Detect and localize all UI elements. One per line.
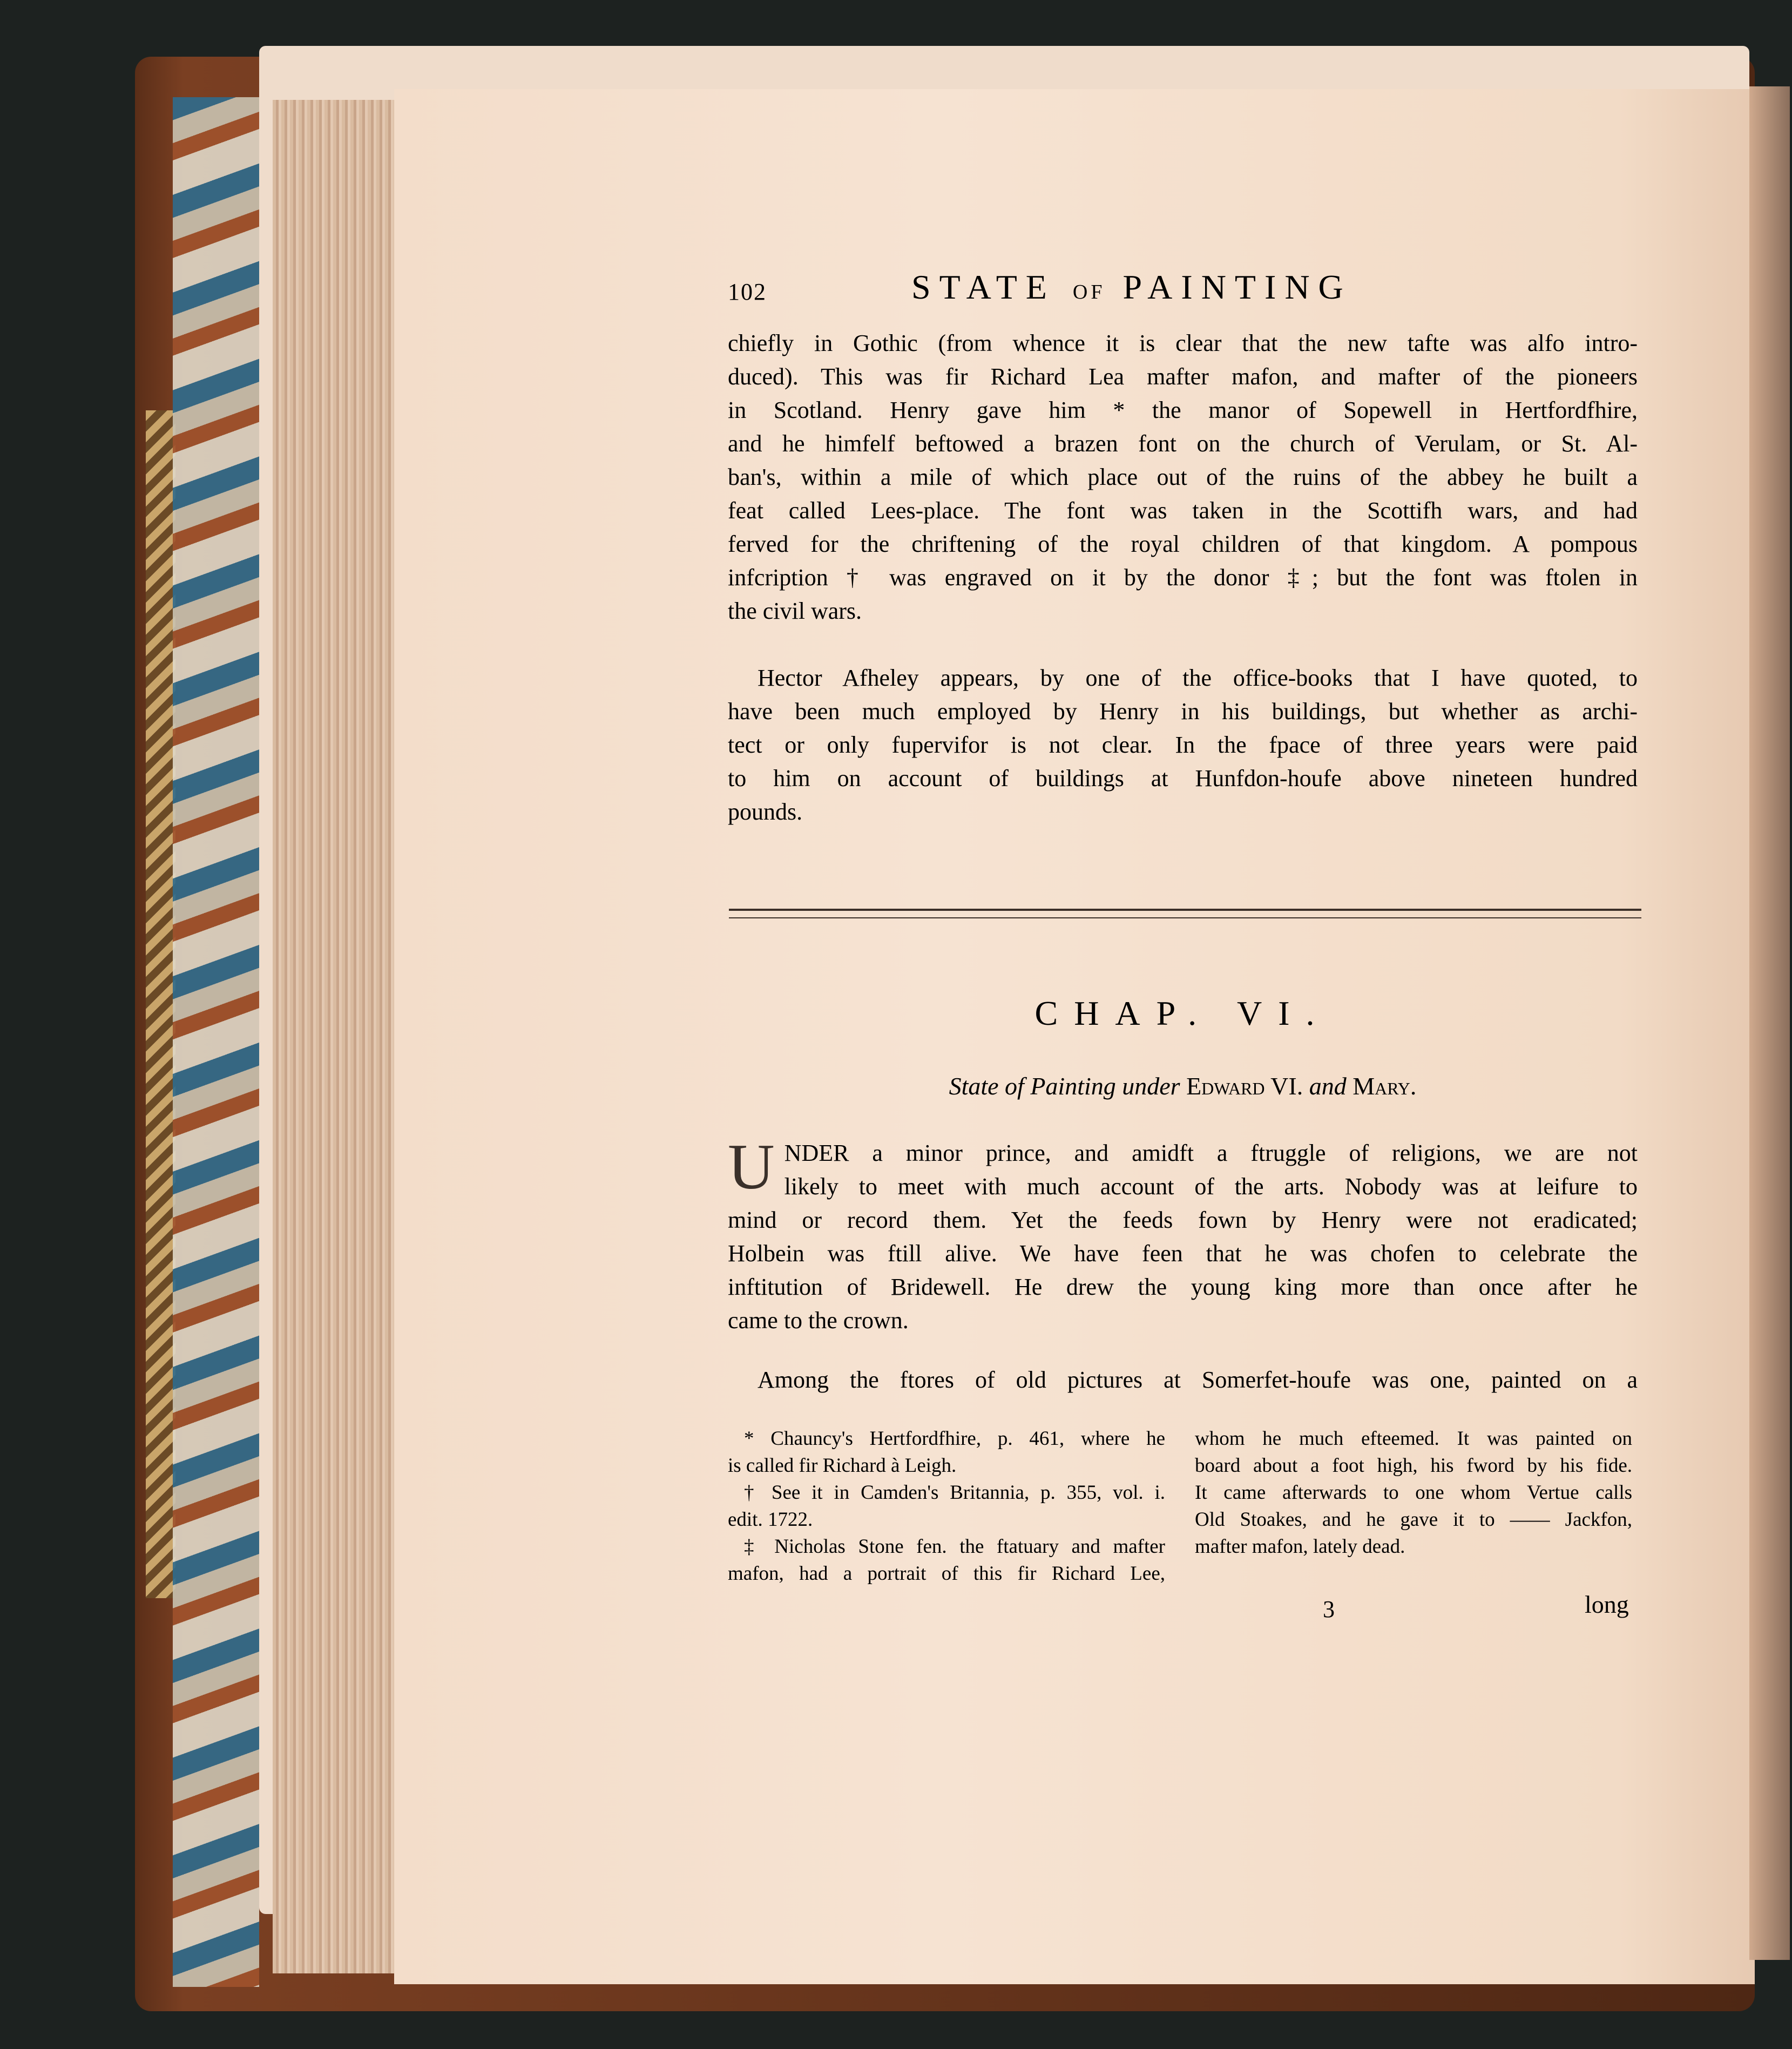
text-line: infcription † was engraved on it by the donor ‡; but the font was ftolen in (728, 564, 1638, 591)
chapter-subtitle: State of Painting under Edward VI. and Mary. (949, 1072, 1417, 1100)
section-rule (729, 909, 1641, 918)
footnotes-right-column (1195, 1425, 1632, 1560)
text-line: NDER a minor prince, and amidft a ftruggle of religions, we are not (784, 1140, 1638, 1166)
text-line: mind or record them. Yet the feeds fown by Henry were not eradicated; (728, 1207, 1638, 1233)
running-title: STATE OF PAINTING (911, 268, 1352, 306)
spine-ornament (146, 410, 175, 1598)
text-line: chiefly in Gothic (from whence it is clear that the new tafte was alfo intro- (728, 330, 1638, 356)
footnote-line: Old Stoakes, and he gave it to —— Jackfon, (1195, 1509, 1632, 1531)
text-line: Holbein was ftill alive. We have feen that he was chofen to celebrate the (728, 1240, 1638, 1267)
text-line: the civil wars. (728, 598, 862, 624)
catchword: long (1585, 1591, 1629, 1618)
text-line: pounds. (728, 799, 803, 825)
text-line: likely to meet with much account of the arts. Nobody was at leifure to (784, 1173, 1638, 1200)
footnote-line: is called fir Richard à Leigh. (728, 1455, 957, 1477)
paragraph-2 (728, 661, 1638, 829)
text-line: feat called Lees-place. The font was taken in the Scottifh wars, and had (728, 497, 1638, 524)
footnote-line: It came afterwards to one whom Vertue calls (1195, 1482, 1632, 1504)
text-line: duced). This was fir Richard Lea mafter mafon, and mafter of the pioneers (728, 363, 1638, 390)
marbled-endpaper (173, 97, 259, 1987)
text-line: in Scotland. Henry gave him * the manor of Sopewell in Hertfordfhire, (728, 397, 1638, 423)
footnote-line: whom he much efteemed. It was painted on (1195, 1428, 1632, 1450)
footnote-line: * Chauncy's Hertfordfhire, p. 461, where he (744, 1428, 1165, 1450)
paragraph-3 (728, 1131, 1638, 1337)
paragraph-4 (728, 1363, 1638, 1397)
footnotes-left-column (728, 1425, 1165, 1587)
text-line: came to the crown. (728, 1307, 909, 1334)
text-line: ban's, within a mile of which place out of the ruins of the abbey he built a (728, 464, 1638, 490)
text-line: and he himfelf beftowed a brazen font on the church of Verulam, or St. Al- (728, 430, 1638, 457)
text-line: have been much employed by Henry in his buildings, but whether as archi- (728, 698, 1638, 725)
chapter-title: CHAP. VI. (1034, 994, 1331, 1032)
text-line: Among the ftores of old pictures at Somerfet-houfe was one, painted on a (758, 1367, 1638, 1393)
drop-cap: U (728, 1131, 775, 1202)
text-line: tect or only fupervifor is not clear. In the fpace of three years were paid (728, 732, 1638, 758)
text-line: Hector Afheley appears, by one of the office-books that I have quoted, to (758, 665, 1638, 691)
text-line: inftitution of Bridewell. He drew the young king more than once after he (728, 1274, 1638, 1300)
page-header (728, 267, 1638, 310)
page-shadow (1749, 86, 1790, 1960)
footnote-line: board about a foot high, his fword by his fide. (1195, 1455, 1632, 1477)
footnote-line: edit. 1722. (728, 1509, 813, 1531)
signature-mark: 3 (1323, 1596, 1335, 1622)
footnote-line: † See it in Camden's Britannia, p. 355, vol. i. (744, 1482, 1165, 1504)
footnote-line: ‡ Nicholas Stone fen. the ftatuary and mafter (744, 1536, 1165, 1558)
text-line: ferved for the chriftening of the royal children of that kingdom. A pompous (728, 531, 1638, 557)
footnote-line: mafon, had a portrait of this fir Richard Lee, (728, 1563, 1165, 1585)
footnote-line: mafter mafon, lately dead. (1195, 1536, 1405, 1558)
page-number: 102 (728, 279, 767, 305)
text-line: to him on account of buildings at Hunfdon-houfe above nineteen hundred (728, 765, 1638, 792)
page-edges (273, 100, 397, 1973)
paragraph-1 (728, 327, 1638, 628)
